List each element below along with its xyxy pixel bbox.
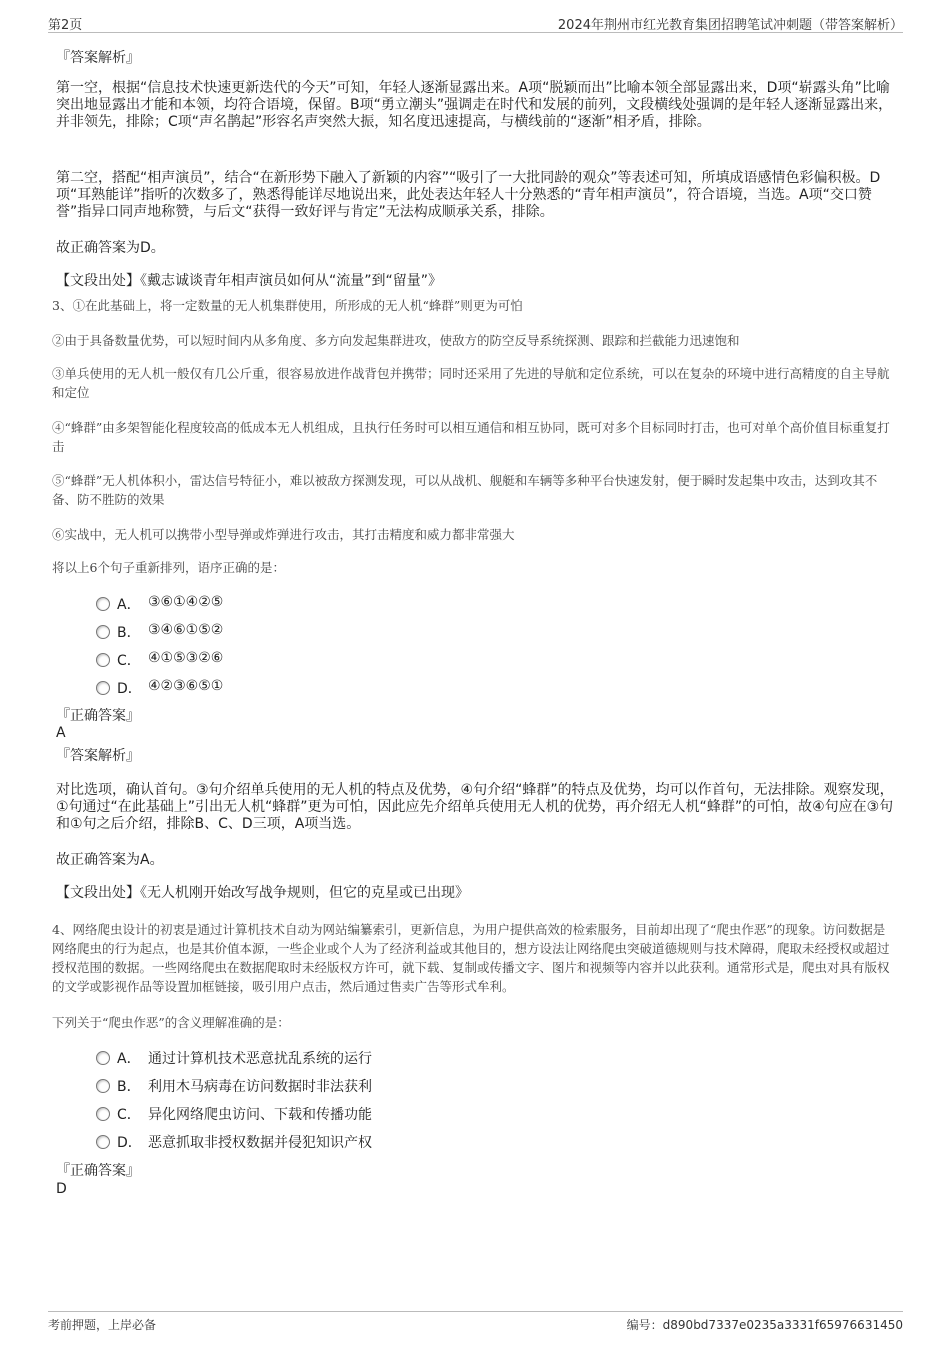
q3-analysis: 对比选项，确认首句。③句介绍单兵使用的无人机的特点及优势，④句介绍“蜂群”的特点及优势，均可以作首句，无法排除。观察发现，①句通过“在此基础上”引出无人机“蜂群”更为可怕，因此应先介绍单兵使用无人机的优势，再介绍无人机“蜂群”的可怕，故④句应在③句和①句之后介绍，排除B、C、D三项，A项当选。 [56,782,894,832]
q2-source: 【文段出处】《戴志诚谈青年相声演员如何从“流量”到“留量”》 [56,273,443,289]
document-code: 编号：d890bd7337e0235a3331f65976631450 [626,1318,903,1332]
footer-slogan: 考前押题，上岸必备 [48,1318,157,1332]
radio-button[interactable] [96,681,110,695]
q3-answer: A [56,725,66,741]
q4-answer: D [56,1181,67,1197]
q4-prompt: 下列关于“爬虫作恶”的含义理解准确的是： [52,1015,290,1030]
q3-sentence-1: 3、①在此基础上，将一定数量的无人机集群使用，所形成的无人机“蜂群”则更为可怕 [52,298,523,313]
q3-sentence-4: ④“蜂群”由多架智能化程度较高的低成本无人机组成，且执行任务时可以相互通信和相互协同，既可对多个目标同时打击，也可对单个高价值目标重复打击 [52,420,890,454]
q3-source: 【文段出处】《无人机刚开始改写战争规则，但它的克星或已出现》 [56,885,469,901]
q2-analysis-para1: 第一空，根据“信息技术快速更新迭代的今天”可知，年轻人逐渐显露出来。A项“脱颖而出”比喻本领全部显露出来，D项“崭露头角”比喻突出地显露出才能和本领，均符合语境，保留。B项“勇立潮头”强调走在时代和发展的前列，文段横线处强调的是年轻人逐渐显露出来，并非领先，排除；C项“声名鹊起”形容名声突然大振，知名度迅速提高，与横线前的“逐渐”相矛盾，排除。 [56,80,893,130]
document-title: 2024年荆州市红光教育集团招聘笔试冲刺题（带答案解析） [557,18,903,33]
radio-button[interactable] [96,1107,110,1121]
q2-conclusion: 故正确答案为D。 [56,240,165,256]
radio-button[interactable] [96,1051,110,1065]
q3-conclusion: 故正确答案为A。 [56,852,164,868]
q4-answer-label: 『正确答案』 [56,1163,140,1179]
q3-sentence-3: ③单兵使用的无人机一般仅有几公斤重，很容易放进作战背包并携带；同时还采用了先进的导航和定位系统，可以在复杂的环境中进行高精度的自主导航和定位 [52,366,890,400]
q2-analysis-para2: 第二空，搭配“相声演员”，结合“在新形势下融入了新颖的内容”“吸引了一大批同龄的观众”等表述可知，所填成语感情色彩偏积极。D项“耳熟能详”指听的次数多了，熟悉得能详尽地说出来，此处表达年轻人十分熟悉的“青年相声演员”，符合语境，当选。A项“交口赞誉”指异口同声地称赞，与后文“获得一致好评与肯定”无法构成顺承关系，排除。 [56,170,881,220]
q3-prompt: 将以上6个句子重新排列，语序正确的是： [52,560,285,575]
radio-button[interactable] [96,653,110,667]
q3-sentence-2: ②由于具备数量优势，可以短时间内从多角度、多方向发起集群进攻，使敌方的防空反导系统探测、跟踪和拦截能力迅速饱和 [52,333,740,348]
q3-sentence-6: ⑥实战中，无人机可以携带小型导弹或炸弹进行攻击，其打击精度和威力都非常强大 [52,527,515,542]
radio-button[interactable] [96,1135,110,1149]
page-header [48,12,903,33]
radio-button[interactable] [96,625,110,639]
page-number: 第2页 [48,18,83,33]
radio-button[interactable] [96,597,110,611]
q2-analysis-label: 『答案解析』 [56,50,140,66]
q3-answer-label: 『正确答案』 [56,708,140,724]
page-footer [48,1311,903,1332]
radio-button[interactable] [96,1079,110,1093]
q3-sentence-5: ⑤“蜂群”无人机体积小，雷达信号特征小，难以被敌方探测发现，可以从战机、舰艇和车辆等多种平台快速发射，便于瞬时发起集中攻击，达到攻其不备、防不胜防的效果 [52,473,878,507]
q3-analysis-label: 『答案解析』 [56,748,140,764]
q4-passage: 4、网络爬虫设计的初衷是通过计算机技术自动为网站编纂索引，更新信息，为用户提供高效的检索服务，目前却出现了“爬虫作恶”的现象。访问数据是网络爬虫的行为起点，也是其价值本源，一些企业或个人为了经济利益或其他目的，想方设法让网络爬虫突破道德规则与技术障碍，爬取未经授权或超过授权范围的数据。一些网络爬虫在数据爬取时未经版权方许可，就下载、复制或传播文字、图片和视频等内容并以此获利。通常形式是，爬虫对具有版权的文学或影视作品等设置加框链接，吸引用户点击，然后通过售卖广告等形式牟利。 [52,922,890,994]
